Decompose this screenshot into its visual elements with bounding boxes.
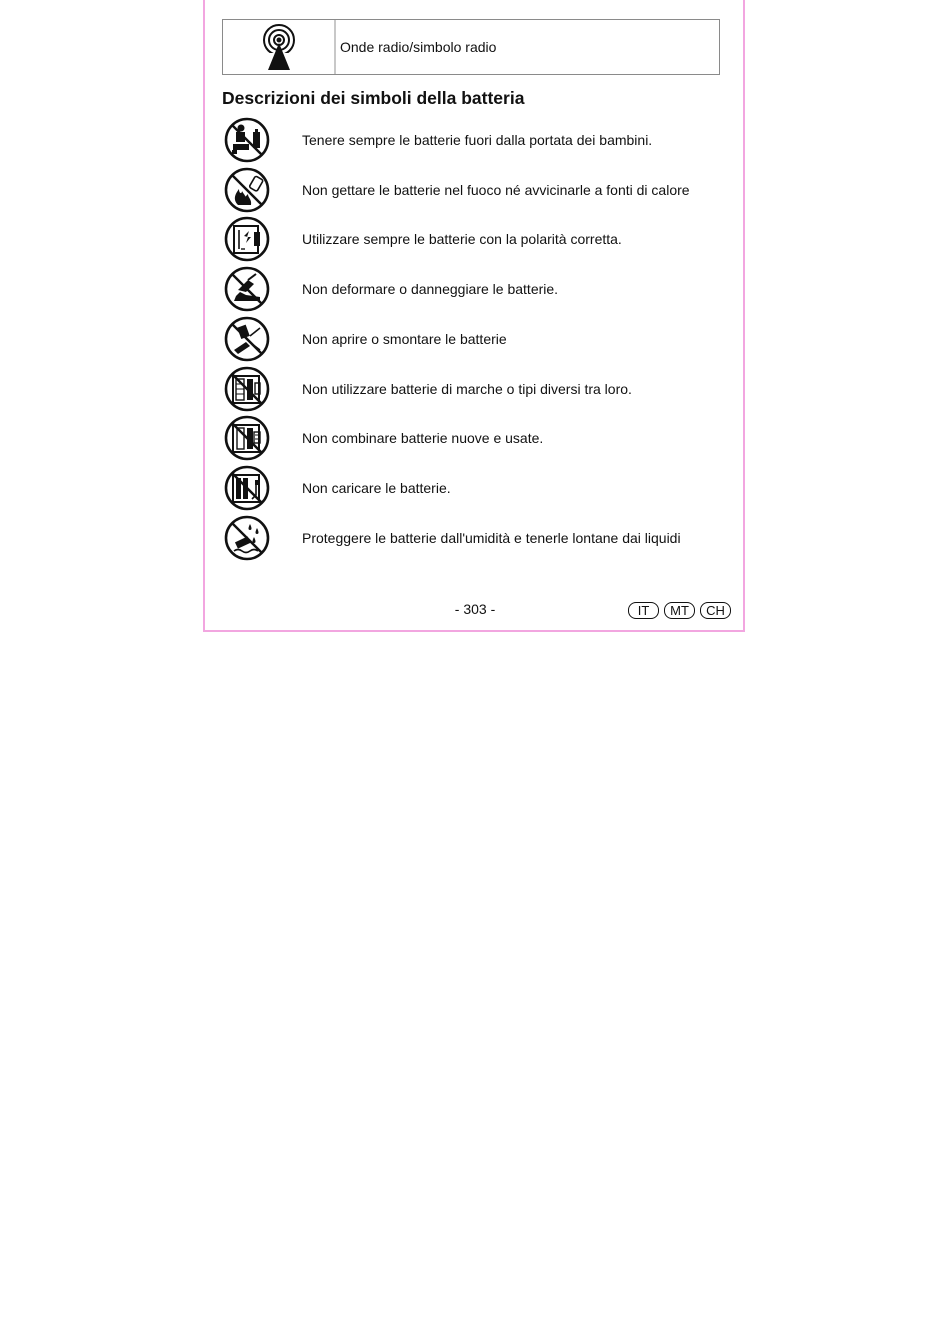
no-deform-icon	[224, 266, 270, 312]
keep-from-children-icon	[224, 117, 270, 163]
battery-symbol-row	[224, 515, 724, 561]
no-charge-icon	[224, 465, 270, 511]
correct-polarity-icon	[224, 216, 270, 262]
battery-symbol-row	[224, 167, 724, 213]
battery-symbol-text: Proteggere le batterie dall'umidità e tenerle lontane dai liquidi	[302, 530, 681, 546]
no-moisture-icon	[224, 515, 270, 561]
page-number: - 303 -	[454, 601, 496, 617]
battery-symbol-text: Non aprire o smontare le batterie	[302, 331, 507, 347]
no-open-icon	[224, 316, 270, 362]
battery-symbol-row	[224, 415, 724, 461]
battery-symbol-text: Non deformare o danneggiare le batterie.	[302, 281, 559, 297]
no-fire-icon	[224, 167, 270, 213]
country-badge-mt: MT	[664, 602, 695, 619]
country-badges	[628, 602, 731, 619]
radio-symbol-description: Onde radio/simbolo radio	[340, 39, 497, 55]
battery-symbol-row	[224, 366, 724, 412]
battery-symbol-row	[224, 266, 724, 312]
battery-symbol-row	[224, 216, 724, 262]
battery-symbol-text: Utilizzare sempre le batterie con la polarità corretta.	[302, 231, 622, 247]
battery-symbol-row	[224, 465, 724, 511]
battery-symbol-text: Non gettare le batterie nel fuoco né avvicinarle a fonti di calore	[302, 182, 690, 198]
no-mixed-brands-icon	[224, 366, 270, 412]
battery-symbol-text: Non utilizzare batterie di marche o tipi diversi tra loro.	[302, 381, 632, 397]
no-mix-old-new-icon	[224, 415, 270, 461]
radio-wave-icon	[259, 23, 299, 71]
battery-symbol-text: Tenere sempre le batterie fuori dalla portata dei bambini.	[302, 132, 653, 148]
battery-symbol-row	[224, 117, 724, 163]
section-title: Descrizioni dei simboli della batteria	[222, 88, 525, 108]
battery-symbol-text: Non caricare le batterie.	[302, 480, 451, 496]
battery-symbol-text: Non combinare batterie nuove e usate.	[302, 430, 544, 446]
country-badge-it: IT	[628, 602, 659, 619]
country-badge-ch: CH	[700, 602, 731, 619]
radio-symbol-cell	[223, 20, 336, 74]
radio-symbol-table	[222, 19, 720, 75]
battery-symbol-row	[224, 316, 724, 362]
